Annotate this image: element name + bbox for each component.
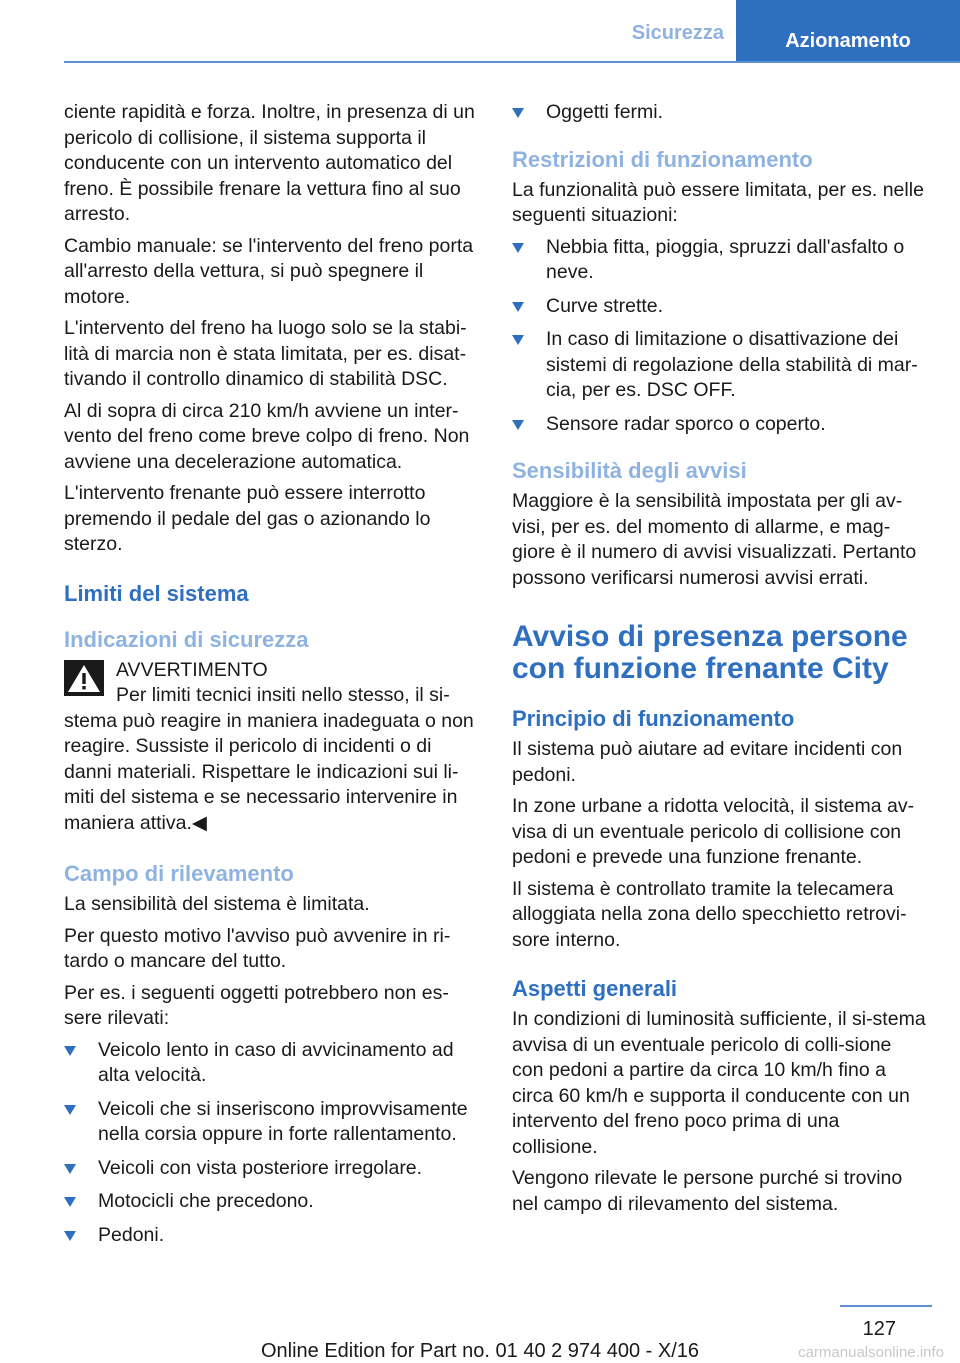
paragraph: Vengono rilevate le persone purché si trovino nel campo di rilevamento del sistema. (512, 1167, 903, 1215)
warning-text: Per limiti tecnici insiti nello stesso, il si‐stema può reagire in maniera inadeguata o non reagire. Sussiste il pericolo di incidenti o di danni materiali. Rispettare le indicazioni sui li‐miti del sistema e se necessario intervenire in maniera attiva.◀ (64, 684, 474, 834)
list-item: Veicoli che si inseriscono improvvisamente nella corsia oppure in forte rallentamento. (64, 1097, 482, 1148)
triangle-bullet-icon (512, 302, 524, 312)
paragraph: Il sistema può aiutare ad evitare incidenti con pedoni. (512, 738, 903, 786)
page-header (0, 0, 960, 64)
paragraph: Al di sopra di circa 210 km/h avviene un inter‐vento del freno come breve colpo di freno. Non avviene una decelerazione automatica. (64, 399, 470, 473)
heading-campo: Campo di rilevamento (64, 861, 294, 886)
right-column (512, 100, 928, 1223)
list-item: Sensore radar sporco o coperto. (512, 412, 928, 438)
restriction-list (512, 235, 928, 438)
heading-principio: Principio di funzionamento (512, 706, 795, 731)
paragraph: Per es. i seguenti oggetti potrebbero non es‐sere rilevati: (64, 981, 449, 1029)
triangle-bullet-icon (512, 108, 524, 118)
paragraph: Il sistema è controllato tramite la telecamera alloggiata nella zona dello specchietto retrovi‐sore interno. (512, 877, 907, 951)
watermark: carmanualsonline.info (798, 1344, 944, 1361)
warning-icon (64, 660, 104, 696)
triangle-bullet-icon (64, 1046, 76, 1056)
paragraph: L'intervento del freno ha luogo solo se la stabi‐lità di marcia non è stata limitata, per es. disat‐tivando il controllo dinamico di stabilità DSC. (64, 317, 467, 390)
paragraph: ciente rapidità e forza. Inoltre, in presenza di un pericolo di collisione, il sistema supporta il conducente con un intervento automatico del freno. È possibile frenare la vettura fino al suo arresto. (64, 101, 475, 225)
paragraph: Cambio manuale: se l'intervento del freno porta all'arresto della vettura, si può spegnere il motore. (64, 234, 474, 308)
heading-indicazioni: Indicazioni di sicurezza (64, 626, 309, 652)
paragraph: Per questo motivo l'avviso può avvenire in ri‐tardo o mancare del tutto. (64, 924, 451, 972)
object-list-continued (512, 100, 928, 126)
warning-block (64, 658, 482, 837)
triangle-bullet-icon (64, 1197, 76, 1207)
paragraph: In condizioni di luminosità sufficiente, il si‐stema avvisa di un eventuale pericolo di colli‐sione con pedoni a partire da circa 10 km/h fino a circa 60 km/h e supporta il conducente con un intervento del freno poco prima di una collisione. (512, 1008, 926, 1158)
list-item: Pedoni. (64, 1223, 482, 1249)
list-item: Veicolo lento in caso di avvicinamento ad alta velocità. (64, 1038, 482, 1089)
left-column (64, 100, 482, 1256)
heading-restrizioni: Restrizioni di funzionamento (512, 146, 813, 172)
triangle-bullet-icon (64, 1231, 76, 1241)
heading-aspetti: Aspetti generali (512, 976, 678, 1001)
triangle-bullet-icon (64, 1164, 76, 1174)
triangle-bullet-icon (512, 335, 524, 345)
heading-limiti: Limiti del sistema (64, 580, 249, 606)
heading-avviso-pedoni: Avviso di presenza persone con funzione frenante City (512, 620, 908, 685)
paragraph: La funzionalità può essere limitata, per es. nelle seguenti situazioni: (512, 178, 924, 226)
section-tab: Sicurezza (631, 22, 724, 44)
heading-sensibilita: Sensibilità degli avvisi (512, 458, 747, 483)
chapter-tab: Azionamento (736, 0, 960, 62)
paragraph: Maggiore è la sensibilità impostata per gli av‐visi, per es. del momento di allarme, e mag‐giore è il numero di avvisi visualizzati. Pertanto possono verificarsi numerosi avvisi errati. (512, 490, 917, 589)
object-list (64, 1038, 482, 1249)
header-rule (64, 61, 960, 63)
list-item: Oggetti fermi. (512, 100, 928, 126)
edition-note: Online Edition for Part no. 01 40 2 974 400 - X/16 (260, 1340, 700, 1362)
paragraph: In zone urbane a ridotta velocità, il sistema av‐visa di un eventuale pericolo di collisione con pedoni e prevede una funzione frenante. (512, 795, 915, 868)
paragraph: L'intervento frenante può essere interrotto premendo il pedale del gas o azionando lo sterzo. (64, 482, 431, 555)
paragraph: La sensibilità del sistema è limitata. (64, 893, 370, 915)
triangle-bullet-icon (512, 243, 524, 253)
footer-rule (840, 1305, 932, 1307)
warning-title: AVVERTIMENTO (116, 658, 268, 681)
list-item: Motocicli che precedono. (64, 1189, 482, 1215)
list-item: Veicoli con vista posteriore irregolare. (64, 1156, 482, 1182)
triangle-bullet-icon (64, 1105, 76, 1115)
page-number: 127 (862, 1318, 896, 1340)
triangle-bullet-icon (512, 420, 524, 430)
list-item: In caso di limitazione o disattivazione dei sistemi di regolazione della stabilità di mar‐cia, per es. DSC OFF. (512, 327, 928, 404)
list-item: Nebbia fitta, pioggia, spruzzi dall'asfalto o neve. (512, 235, 928, 286)
list-item: Curve strette. (512, 294, 928, 320)
